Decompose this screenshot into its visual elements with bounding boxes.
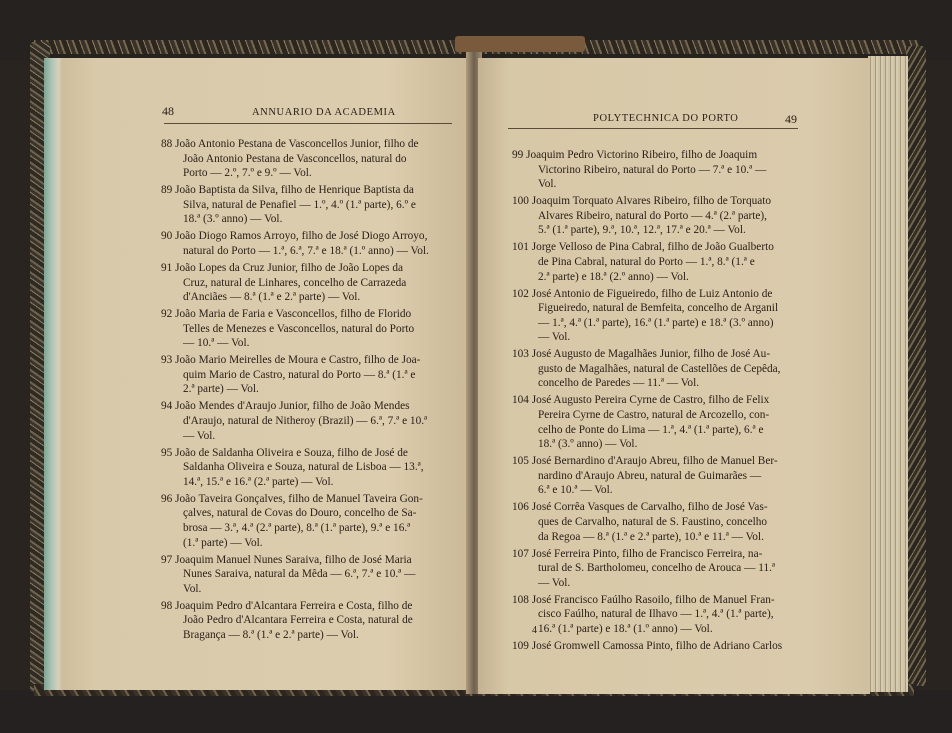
entry-line: Victorino Ribeiro, natural do Porto — 7.ª e 10.ª — — [538, 163, 767, 176]
marbled-cover-right — [906, 46, 926, 686]
entry-line: — Vol. — [183, 429, 216, 442]
entry-line: Telles de Menezes e Vasconcellos, natural do Porto — [183, 322, 415, 335]
entry-line: 16.ª (1.ª parte) e 18.ª (1.º anno) — Vol. — [538, 622, 713, 635]
entry-line: Vol. — [538, 178, 557, 191]
entry-line: 93 João Mario Meirelles de Moura e Castro, filho de Joa- — [161, 354, 421, 367]
register-entry — [161, 261, 457, 305]
register-entry — [161, 492, 457, 550]
entry-line: — 10.ª — Vol. — [183, 337, 250, 350]
entry-line: — Vol. — [538, 331, 571, 344]
right-page-number: 49 — [785, 112, 797, 126]
register-entry — [512, 148, 802, 192]
entry-line: 100 Joaquim Torquato Alvares Ribeiro, filho de Torquato — [512, 195, 772, 208]
entry-line: 6.ª e 10.ª — Vol. — [538, 484, 613, 497]
register-entry — [512, 593, 802, 637]
register-entry — [161, 553, 457, 597]
register-entry — [512, 547, 802, 591]
entry-line: 18.ª (3.º anno) — Vol. — [183, 213, 283, 226]
register-entry — [161, 399, 457, 443]
entry-line: 90 João Diogo Ramos Arroyo, filho de José Diogo Arroyo, — [161, 230, 428, 243]
entry-line: (1.ª parte) — Vol. — [183, 536, 263, 549]
entry-line: Vol. — [183, 582, 202, 595]
signature-mark: 4 — [532, 625, 537, 636]
right-page — [478, 58, 870, 694]
register-entry — [512, 347, 802, 391]
entry-line: 95 João de Saldanha Oliveira e Souza, filho de José de — [161, 446, 408, 459]
register-entry — [512, 194, 802, 238]
entry-line: d'Anciães — 8.ª (1.ª e 2.ª parte) — Vol. — [183, 291, 361, 304]
left-running-header: ANNUARIO DA ACADEMIA — [252, 107, 396, 118]
entry-line: Figueiredo, natural de Bemfeita, concelho de Arganil — [538, 302, 779, 315]
entry-line: 107 José Ferreira Pinto, filho de Francisco Ferreira, na- — [512, 547, 763, 560]
entry-line: 98 Joaquim Pedro d'Alcantara Ferreira e Costa, filho de — [161, 599, 413, 612]
entry-line: 103 José Augusto de Magalhães Junior, filho de José Au- — [512, 348, 771, 361]
entry-line: — 1.ª, 4.ª (1.ª parte), 16.ª (1.ª parte) e 18.ª (3.º anno) — [538, 316, 774, 329]
entry-line: Alvares Ribeiro, natural do Porto — 4.ª (2.ª parte), — [538, 209, 767, 222]
entry-line: 106 José Corrêa Vasques de Carvalho, filho de José Vas- — [512, 501, 768, 514]
entry-line: Pereira Cyrne de Castro, natural de Arcozello, con- — [538, 409, 770, 422]
entry-line: d'Araujo, natural de Nitheroy (Brazil) — 6.ª, 7.ª e 10.ª — [183, 415, 428, 428]
register-entry — [512, 454, 802, 498]
entry-line: nardino d'Araujo Abreu, natural de Guimarães — — [538, 469, 762, 482]
entry-line: 102 José Antonio de Figueiredo, filho de Luiz Antonio de — [512, 287, 773, 300]
entry-line: Porto — 2.º, 7.º e 9.º — Vol. — [183, 167, 312, 180]
background-bottom — [0, 690, 952, 733]
register-entry — [512, 500, 802, 544]
entry-line: ques de Carvalho, natural de S. Faustino, concelho — [538, 515, 768, 528]
entry-line: 2.ª parte) — Vol. — [183, 383, 259, 396]
register-entry — [161, 599, 457, 643]
entry-line: gusto de Magalhães, natural de Castellões de Cepêda, — [538, 362, 781, 375]
entry-line: 14.ª, 15.ª e 16.ª (2.ª parte) — Vol. — [183, 475, 334, 488]
entry-line: concelho de Paredes — 11.ª — Vol. — [538, 377, 700, 390]
entry-line: de Pina Cabral, natural do Porto — 1.ª, 8.ª (1.ª e — [538, 255, 755, 268]
register-entry — [512, 287, 802, 345]
entry-line: Nunes Saraiva, natural da Mêda — 6.ª, 7.ª e 10.ª — — [183, 568, 416, 581]
entry-line: da Regoa — 8.ª (1.ª e 2.ª parte), 10.ª e 11.ª — Vol. — [538, 530, 764, 543]
entry-line: çalves, natural de Covas do Douro, concelho de Sa- — [183, 507, 417, 520]
entry-line: 109 José Gromwell Camossa Pinto, filho de Adriano Carlos — [512, 639, 783, 652]
left-header-rule — [164, 123, 452, 124]
entry-line: 88 João Antonio Pestana de Vasconcellos Junior, filho de — [161, 138, 419, 150]
page-edges-right — [868, 56, 908, 692]
entry-line: 96 João Taveira Gonçalves, filho de Manuel Taveira Gon- — [161, 492, 423, 505]
entry-line: Cruz, natural de Linhares, concelho de Carrazeda — [183, 276, 407, 289]
entry-line: Silva, natural de Penafiel — 1.º, 4.º (1.ª parte), 6.º e — [183, 198, 416, 211]
entry-line: tural de S. Bartholomeu, concelho de Arouca — 11.ª — [538, 562, 776, 575]
entry-line: 104 José Augusto Pereira Cyrne de Castro, filho de Felix — [512, 394, 770, 407]
register-entry — [161, 229, 457, 258]
entry-line: 94 João Mendes d'Araujo Junior, filho de João Mendes — [161, 400, 410, 413]
entry-line: 108 José Francisco Faúlho Rasoilo, filho de Manuel Fran- — [512, 593, 775, 606]
entry-line: quim Mario de Castro, natural do Porto — 8.ª (1.ª e — [183, 368, 416, 381]
register-entry — [161, 353, 457, 397]
entry-line: 89 João Baptista da Silva, filho de Henrique Baptista da — [161, 184, 414, 197]
register-entry — [161, 307, 457, 351]
entry-line: cisco Faúlho, natural de Ilhavo — 1.ª, 4.ª (1.ª parte), — [538, 608, 774, 621]
entry-line: brosa — 3.ª, 4.ª (2.ª parte), 8.ª (1.ª parte), 9.ª e 16.ª — [183, 521, 411, 534]
book-spine — [455, 36, 585, 52]
entry-line: celho de Ponte do Lima — 1.ª, 4.ª (1.ª parte), 6.ª e — [538, 423, 764, 436]
entry-line: 2.ª parte) e 18.ª (2.º anno) — Vol. — [538, 270, 689, 283]
page-edges-left — [44, 58, 62, 690]
entry-line: 91 João Lopes da Cruz Junior, filho de João Lopes da — [161, 261, 404, 274]
entry-line: 18.ª (3.º anno) — Vol. — [538, 438, 638, 451]
entry-line: — Vol. — [538, 576, 571, 589]
entry-line: 92 João Maria de Faria e Vasconcellos, filho de Florido — [161, 308, 412, 321]
entry-line: João Pedro d'Alcantara Ferreira e Costa, natural de — [183, 614, 413, 627]
right-header-rule — [508, 128, 798, 129]
left-page — [62, 58, 470, 690]
entry-line: 105 José Bernardino d'Araujo Abreu, filho de Manuel Ber- — [512, 455, 778, 468]
entry-line: 101 Jorge Velloso de Pina Cabral, filho de João Gualberto — [512, 241, 774, 254]
entry-line: Saldanha Oliveira e Souza, natural de Lisboa — 13.ª, — [183, 461, 424, 474]
entry-line: 5.ª (1.ª parte), 9.ª, 10.ª, 12.ª, 17.ª e 20.ª — Vol. — [538, 224, 746, 237]
entry-line: João Antonio Pestana de Vasconcellos, natural do — [183, 152, 407, 165]
entry-line: natural do Porto — 1.ª, 6.ª, 7.ª e 18.ª (1.º anno) — Vol. — [183, 244, 429, 257]
register-entry — [161, 183, 457, 227]
register-entry — [512, 639, 802, 654]
register-entry — [512, 393, 802, 451]
right-running-header: POLYTECHNICA DO PORTO — [593, 113, 739, 124]
entry-line: 99 Joaquim Pedro Victorino Ribeiro, filho de Joaquim — [512, 149, 758, 161]
entry-line: Bragança — 8.ª (1.ª e 2.ª parte) — Vol. — [183, 628, 359, 641]
register-entry — [161, 446, 457, 490]
right-entries — [512, 148, 802, 656]
left-page-number: 48 — [162, 104, 174, 118]
register-entry — [512, 240, 802, 284]
register-entry — [161, 137, 457, 181]
left-entries — [161, 137, 457, 645]
entry-line: 97 Joaquim Manuel Nunes Saraiva, filho de José Maria — [161, 553, 412, 566]
